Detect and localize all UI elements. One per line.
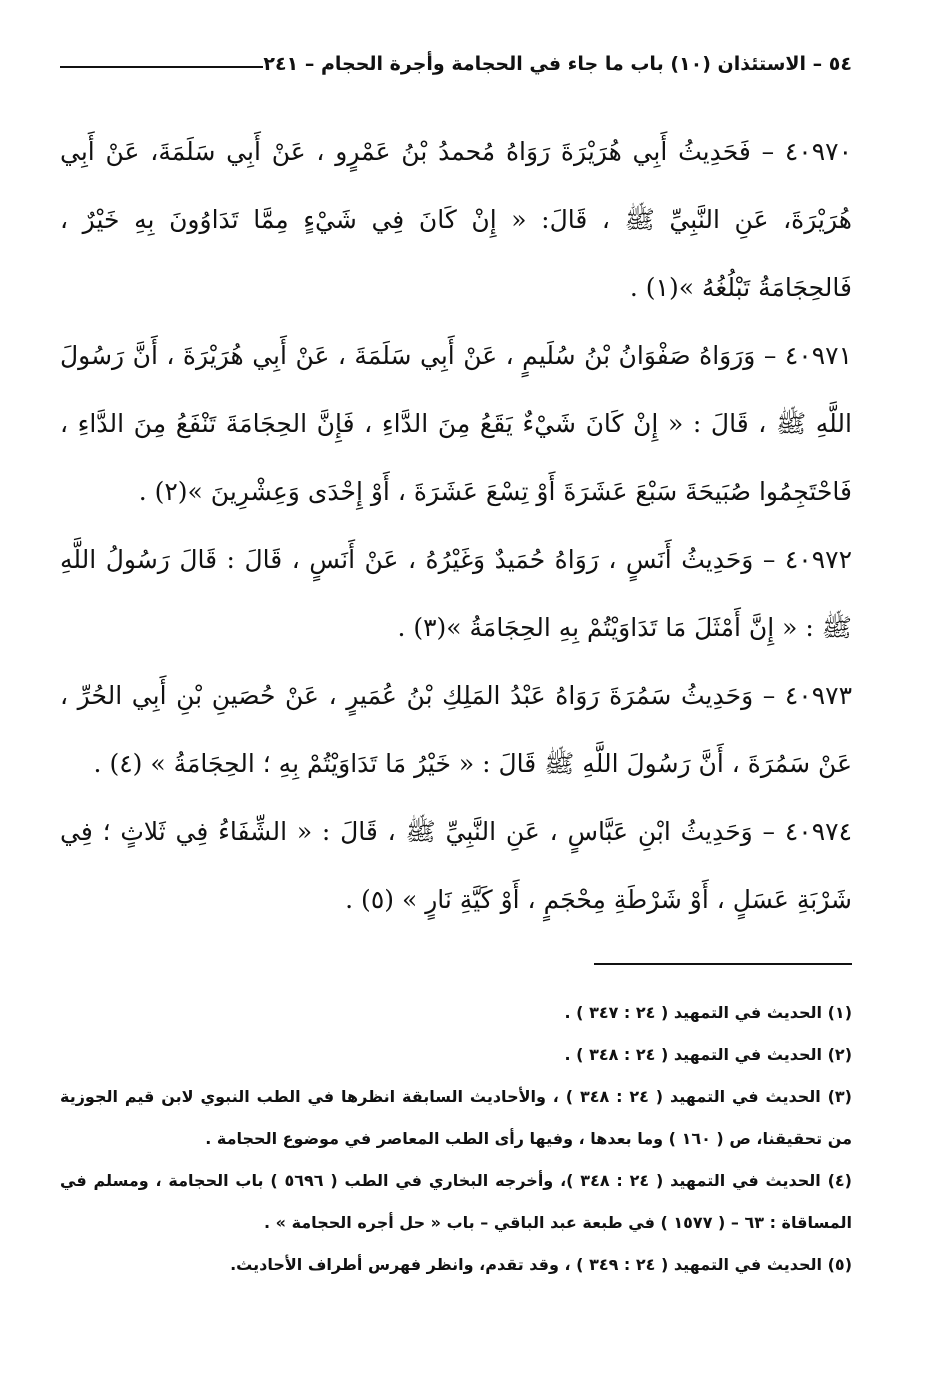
hadith-text: وَرَوَاهُ صَفْوَانُ بْنُ سُلَيمٍ ، عَنْ أَبِي سَلَمَةَ ، عَنْ أَبِي هُرَيْرَةَ ، أَنَّ رَسُولَ اللَّهِ ﷺ ، قَالَ : « إِنْ كَانَ شَيْءٌ يَقَعُ مِنَ الدَّاءِ ، فَإِنَّ الحِجَامَةَ تَنْفَعُ مِنَ الدَّاءِ ، فَاحْتَجِمُوا صُبَيحَةَ سَبْعَ عَشَرَةَ أَوْ تِسْعَ عَشَرَةَ ، أَوْ إِحْدَى وَعِشْرِينَ »(٢) .: [60, 341, 852, 506]
footnote-text: ( ٢٤ : ٣٤٩ ) ، وقد تقدم، وانظر فهرس أطراف الأحاديث.: [230, 1255, 669, 1274]
header-text: ٥٤ – الاستئذان (١٠) باب ما جاء في الحجامة وأجرة الحجام – ٢٤١: [263, 53, 852, 75]
footnote-marker: (٥): [827, 1255, 852, 1274]
footnote-text: ( ٢٤ : ٣٤٨ ) .: [564, 1045, 669, 1064]
footnote: [60, 1076, 852, 1160]
hadith-paragraph: [60, 662, 852, 798]
footnote-marker: (٤): [827, 1171, 852, 1190]
hadith-number: ٤٠٩٧١: [784, 341, 852, 370]
hadith-paragraph: [60, 322, 852, 526]
footnote-prefix: الحديث في: [734, 1255, 823, 1274]
footnote-source: التمهيد: [670, 1171, 726, 1190]
hadith-dash: –: [755, 341, 777, 370]
footnote-source: التمهيد: [670, 1087, 726, 1106]
hadith-number: ٤٠٩٧٠: [784, 137, 853, 166]
hadith-number: ٤٠٩٧٤: [784, 817, 853, 846]
footnote-prefix: الحديث في: [734, 1045, 823, 1064]
footnote-text: ( ٢٤ : ٣٤٨ )، وأخرجه البخاري في الطب ( ٥٦٩٦ ) باب الحجامة ، ومسلم في المساقاة : ٦٣ – ( ١٥٧٧ ) في طبعة عبد الباقي – باب « حل أجره الحجامة » .: [60, 1171, 852, 1232]
hadith-paragraph: [60, 118, 852, 322]
footnote-prefix: الحديث في: [734, 1003, 823, 1022]
footnote-source: التمهيد: [673, 1045, 729, 1064]
footnote-marker: (١): [827, 1003, 852, 1022]
hadith-text: وَحَدِيثُ أَنَسٍ ، رَوَاهُ حُمَيدٌ وَغَيْرُهُ ، عَنْ أَنَسٍ ، قَالَ : قَالَ رَسُولُ اللَّهِ ﷺ : « إِنَّ أَمْثَلَ مَا تَدَاوَيْتُمْ بِهِ الحِجَامَةُ »(٣) .: [60, 545, 852, 642]
hadith-dash: –: [753, 681, 776, 710]
main-text: [60, 118, 852, 934]
running-header: [60, 44, 852, 84]
footnotes: [60, 992, 852, 1286]
footnote-marker: (٢): [827, 1045, 852, 1064]
hadith-paragraph: [60, 798, 852, 934]
footnote-separator: [594, 963, 852, 965]
hadith-text: وَحَدِيثُ ابْنِ عَبَّاسٍ ، عَنِ النَّبِيِّ ﷺ ، قَالَ : « الشِّفَاءُ فِي ثَلاثٍ ؛ فِي شَرْبَةِ عَسَلٍ ، أَوْ شَرْطَةِ مِحْجَمٍ ، أَوْ كَيَّةِ نَارٍ » (٥) .: [60, 817, 852, 914]
footnote: [60, 992, 852, 1034]
footnote-prefix: الحديث في: [731, 1087, 821, 1106]
header-rule: [60, 66, 263, 68]
hadith-dash: –: [753, 545, 776, 574]
footnote-text: ( ٢٤ : ٣٤٨ ) ، والأحاديث السابقة انظرها في الطب النبوي لابن قيم الجوزية من تحقيقنا، ص ( ١٦٠ ) وما بعدها ، وفيها رأى الطب المعاصر في موضوع الحجامة .: [60, 1087, 852, 1148]
hadith-paragraph: [60, 526, 852, 662]
footnote-source: التمهيد: [673, 1255, 729, 1274]
footnote: [60, 1244, 852, 1286]
hadith-dash: –: [750, 137, 775, 166]
footnote: [60, 1160, 852, 1244]
footnote-marker: (٣): [827, 1087, 852, 1106]
footnote-text: ( ٢٤ : ٣٤٧ ) .: [564, 1003, 669, 1022]
hadith-number: ٤٠٩٧٣: [784, 681, 852, 710]
footnote-source: التمهيد: [673, 1003, 729, 1022]
footnote: [60, 1034, 852, 1076]
hadith-text: فَحَدِيثُ أَبِي هُرَيْرَةَ رَوَاهُ مُحمدُ بْنُ عَمْرٍو ، عَنْ أَبِي سَلَمَةَ، عَنْ أَبِي هُرَيْرَةَ، عَنِ النَّبِيِّ ﷺ ، قَالَ: « إِنْ كَانَ فِي شَيْءٍ مِمَّا تَدَاوُونَ بِهِ خَيْرٌ ، فَالحِجَامَةُ تَبْلُغُهُ »(١) .: [60, 137, 852, 302]
hadith-number: ٤٠٩٧٢: [784, 545, 852, 574]
hadith-dash: –: [752, 817, 776, 846]
footnote-prefix: الحديث في: [732, 1171, 821, 1190]
hadith-text: وَحَدِيثُ سَمُرَةَ رَوَاهُ عَبْدُ المَلِكِ بْنُ عُمَيرٍ ، عَنْ حُصَينِ بْنِ أَبِي الحُرِّ ، عَنْ سَمُرَةَ ، أَنَّ رَسُولَ اللَّهِ ﷺ قَالَ : « خَيْرُ مَا تَدَاوَيْتُمْ بِهِ ؛ الحِجَامَةُ » (٤) .: [60, 681, 852, 778]
